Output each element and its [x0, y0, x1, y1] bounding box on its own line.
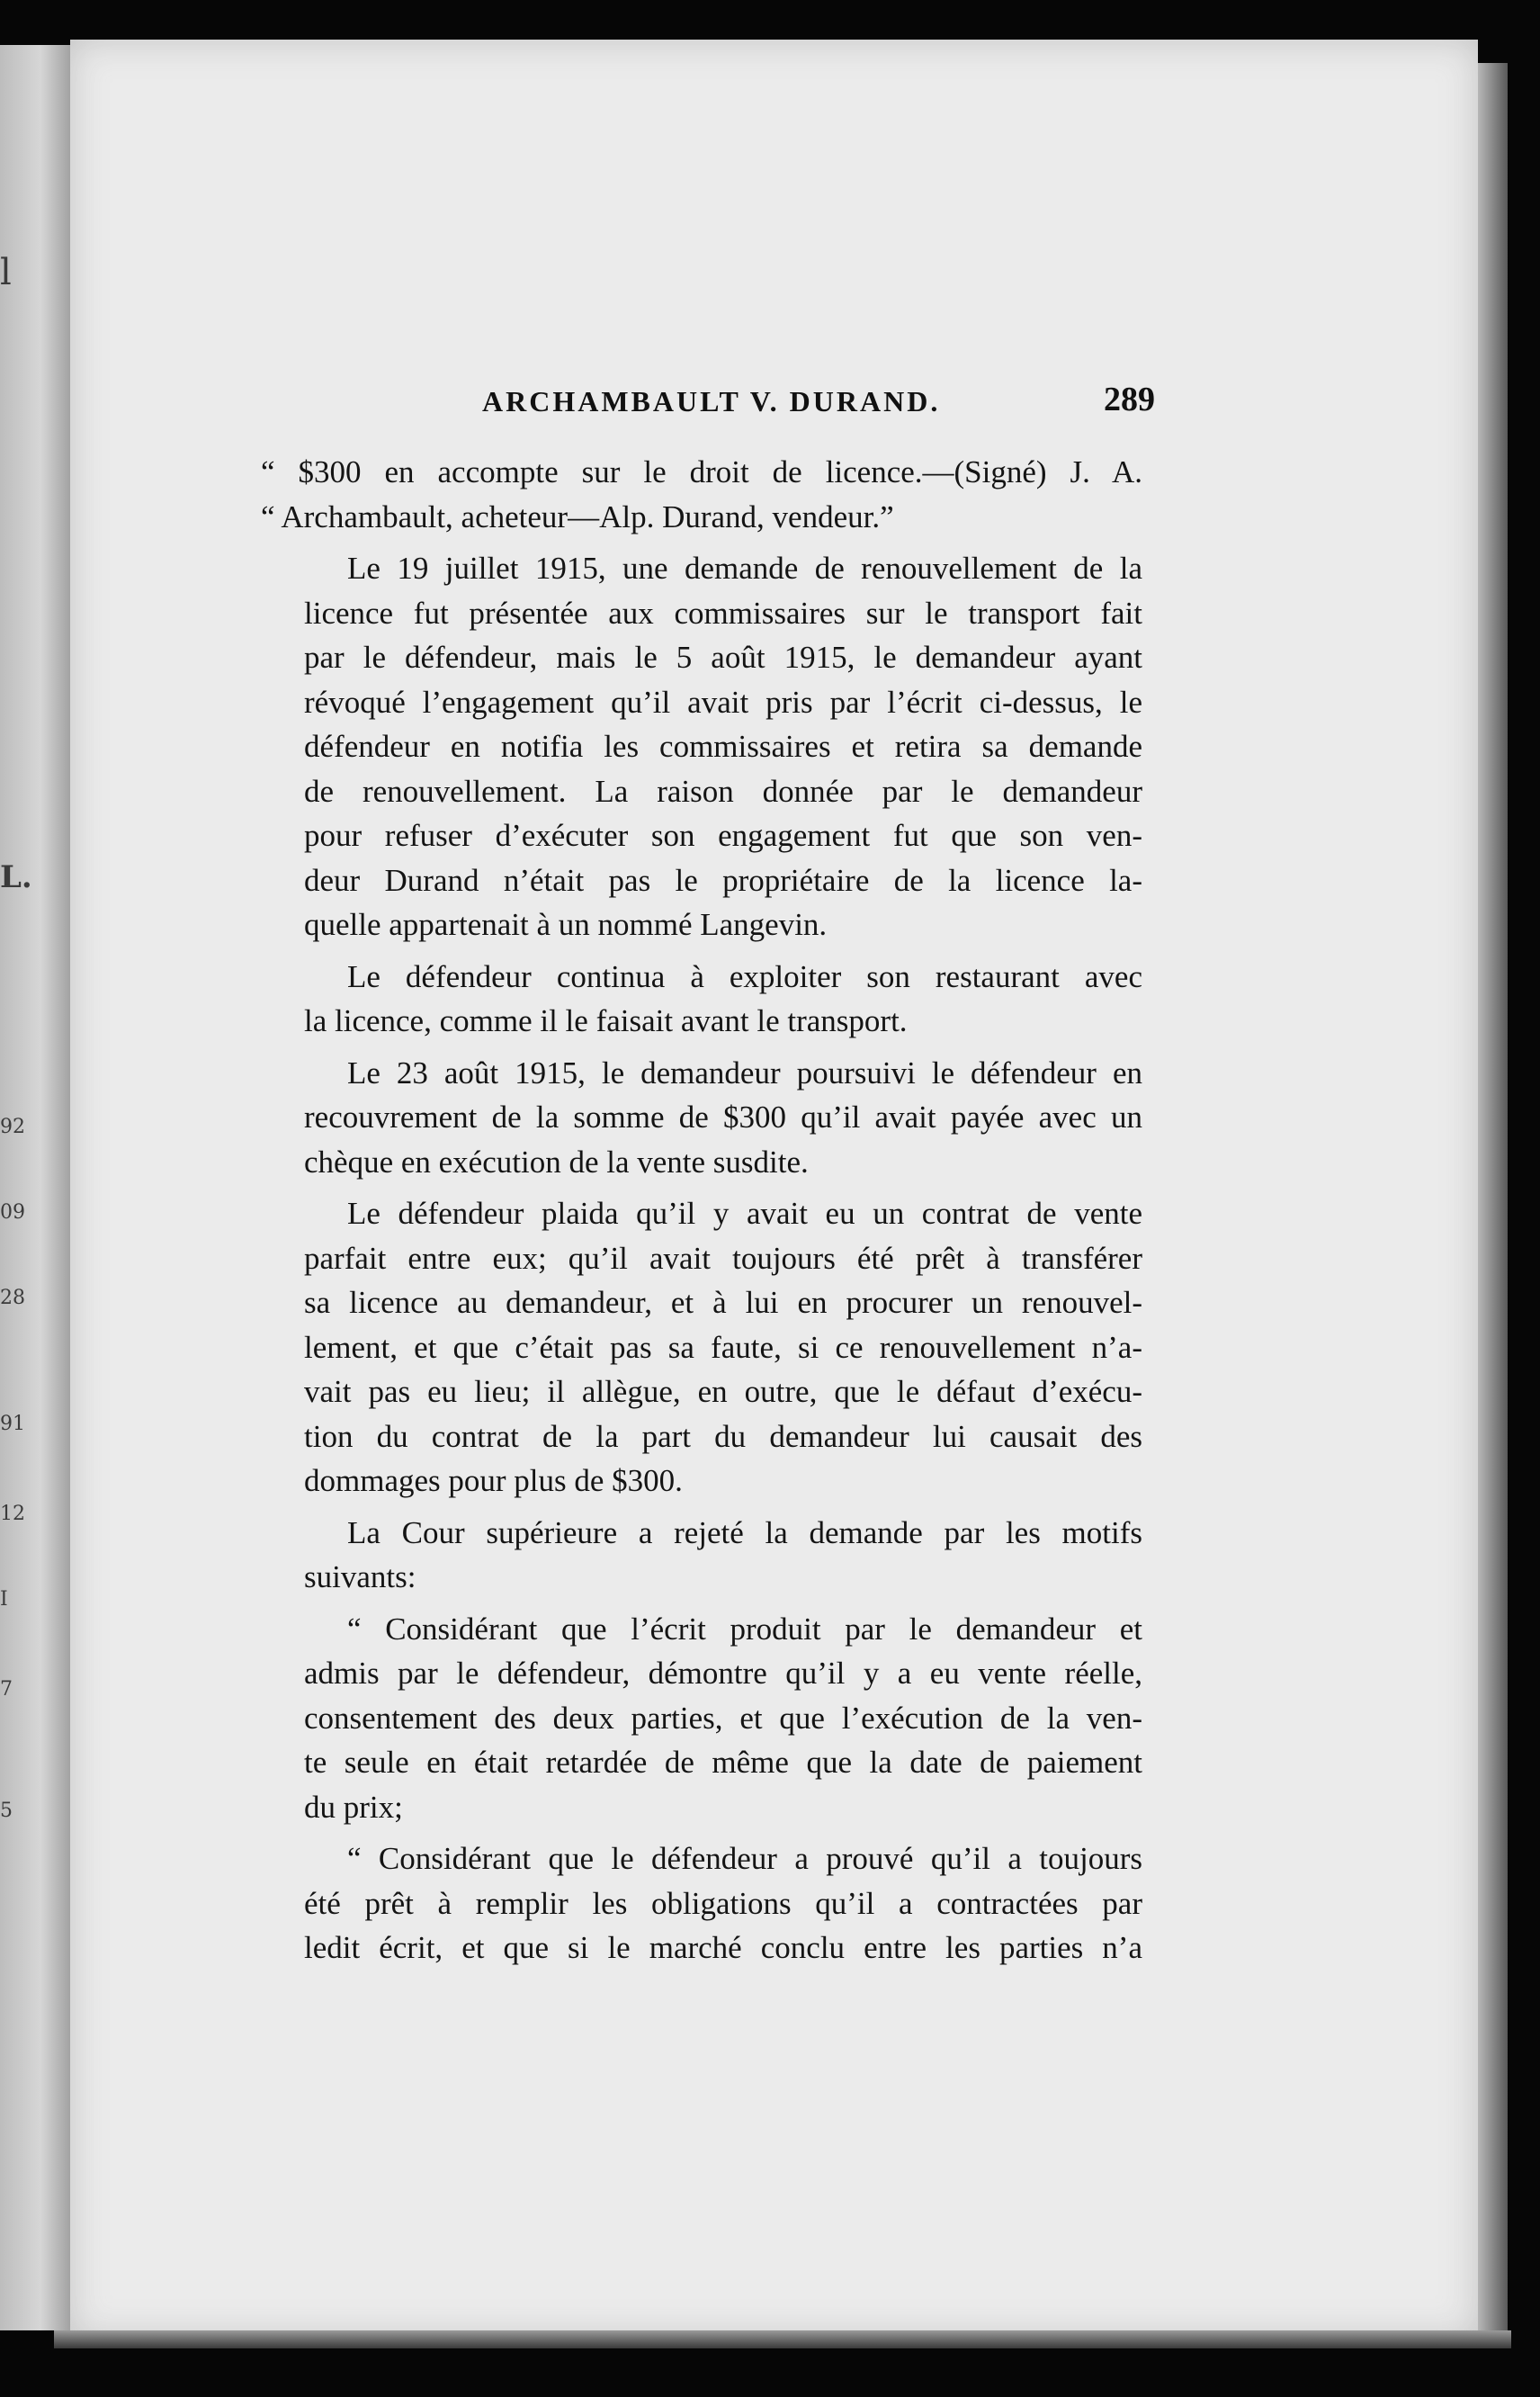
page-bottom-edge	[54, 2330, 1511, 2348]
text-line: Le 19 juillet 1915, une demande de renouvellement de la	[347, 551, 1142, 586]
body-text	[261, 450, 1142, 1971]
text-line: vait pas eu lieu; il allègue, en outre, que le défaut d’exécu-	[304, 1374, 1142, 1409]
text-line: pour refuser d’exécuter son engagement fut que son ven-	[304, 818, 1142, 853]
margin-mark: 5	[0, 1800, 13, 1822]
text-line: admis par le défendeur, démontre qu’il y a eu vente réelle,	[304, 1656, 1142, 1691]
text-line: par le défendeur, mais le 5 août 1915, le demandeur ayant	[304, 640, 1142, 675]
text-line: Le défendeur plaida qu’il y avait eu un contrat de vente	[347, 1196, 1142, 1231]
margin-mark: 92	[0, 1116, 25, 1138]
paragraph	[261, 450, 1142, 539]
paragraph	[261, 1607, 1142, 1830]
adjacent-page-strip	[0, 45, 74, 2330]
margin-mark: L.	[0, 859, 32, 895]
paragraph	[261, 1191, 1142, 1504]
text-line: la licence, comme il le faisait avant le transport.	[304, 1003, 908, 1038]
text-line: tion du contrat de la part du demandeur lui causait des	[304, 1418, 1142, 1454]
margin-mark: 28	[0, 1287, 25, 1309]
margin-mark: I	[0, 1588, 8, 1611]
text-line: sa licence au demandeur, et à lui en procurer un renouvel-	[304, 1285, 1142, 1320]
text-line: recouvrement de la somme de $300 qu’il avait payée avec un	[304, 1100, 1142, 1135]
text-line: “ Archambault, acheteur—Alp. Durand, vendeur.”	[261, 498, 894, 534]
text-line: chèque en exécution de la vente susdite.	[304, 1144, 809, 1180]
page-header	[270, 378, 1160, 432]
text-line: lement, et que c’était pas sa faute, si ce renouvellement n’a-	[304, 1329, 1142, 1365]
paragraph	[261, 546, 1142, 947]
paragraph	[261, 1511, 1142, 1600]
text-line: de renouvellement. La raison donnée par le demandeur	[304, 773, 1142, 809]
text-line: du prix;	[304, 1789, 403, 1825]
paragraph	[261, 1836, 1142, 1971]
margin-mark: 12	[0, 1503, 25, 1525]
margin-mark: 7	[0, 1678, 13, 1701]
text-line: deur Durand n’était pas le propriétaire de la licence la-	[304, 862, 1142, 898]
margin-mark: 09	[0, 1201, 25, 1224]
text-line: défendeur en notifia les commissaires et retira sa demande	[304, 729, 1142, 764]
text-line: ledit écrit, et que si le marché conclu entre les parties n’a	[304, 1930, 1142, 1965]
text-line: “ $300 en accompte sur le droit de licence.—(Signé) J. A.	[261, 454, 1142, 489]
text-line: dommages pour plus de $300.	[304, 1463, 683, 1498]
margin-mark: l	[0, 252, 12, 293]
text-line: “ Considérant que le défendeur a prouvé qu’il a toujours	[347, 1841, 1142, 1876]
text-line: Le défendeur continua à exploiter son restaurant avec	[347, 958, 1142, 994]
text-line: parfait entre eux; qu’il avait toujours été prêt à transférer	[304, 1240, 1142, 1276]
text-line: Le 23 août 1915, le demandeur poursuivi le défendeur en	[347, 1055, 1142, 1091]
paragraph	[261, 955, 1142, 1044]
text-line: quelle appartenait à un nommé Langevin.	[304, 907, 828, 942]
text-line: La Cour supérieure a rejeté la demande par les motifs	[347, 1514, 1142, 1550]
text-line: te seule en était retardée de même que la date de paiement	[304, 1745, 1142, 1780]
text-line: “ Considérant que l’écrit produit par le demandeur et	[347, 1611, 1142, 1647]
text-line: consentement des deux parties, et que l’exécution de la ven-	[304, 1700, 1142, 1736]
paragraph	[261, 1051, 1142, 1185]
page-number: 289	[1104, 381, 1155, 418]
text-line: révoqué l’engagement qu’il avait pris par l’écrit ci-dessus, le	[304, 684, 1142, 720]
text-line: licence fut présentée aux commissaires sur le transport fait	[304, 595, 1142, 631]
text-line: suivants:	[304, 1559, 416, 1594]
running-head: ARCHAMBAULT V. DURAND.	[482, 385, 941, 417]
margin-mark: 91	[0, 1413, 25, 1435]
text-line: été prêt à remplir les obligations qu’il a contractées par	[304, 1885, 1142, 1921]
